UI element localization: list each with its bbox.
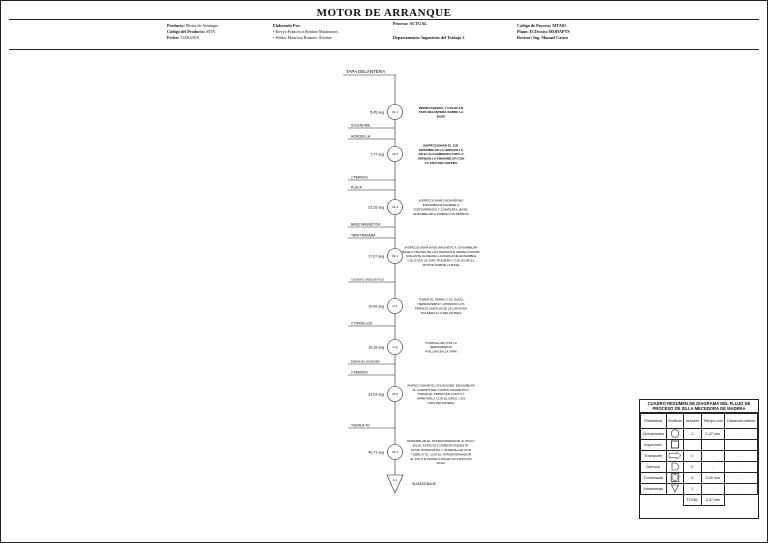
step-description-line: TAPA DELANTERA [427, 401, 455, 405]
material-input [348, 176, 395, 180]
input-label: CONJUNTO CABLE DE POLO [351, 278, 385, 282]
page-title: MOTOR DE ARRANQUE [316, 7, 452, 19]
step-time: 23,25 seg [368, 205, 384, 210]
process-step [368, 244, 480, 267]
material-input [348, 234, 395, 238]
material-input [348, 124, 395, 128]
summary-table [639, 399, 759, 519]
material-input [348, 186, 395, 190]
process-step [370, 105, 464, 120]
step-description-line: INSPECCIONAR EL EJE [423, 143, 459, 148]
step-description-line: EN EL ESPACIO CORRESPONDIENTE, [412, 443, 470, 448]
operation-circle-icon [670, 429, 680, 438]
col-distance: Distancia metros [725, 414, 758, 429]
summary-row: Inspección [641, 440, 758, 451]
codigo-producto-value: MTA [206, 29, 216, 34]
step-description-line: ENSAMBLAR ARANDELA [422, 203, 460, 207]
process-step [370, 143, 465, 165]
summary-title: CUADRO RESUMEN DE DIAGRAMA DEL FLUJO DE PROCESO DE SILLA MECEDORA DE MADERA [640, 400, 758, 413]
step-description-line: PORTAPERNOS Y COMPLETA, BASE, [413, 207, 469, 212]
step-symbol-code: OI-6 [392, 450, 398, 455]
process-step [368, 439, 475, 465]
step-time: 10,06 seg [368, 304, 384, 309]
header-process-code: Código de Proceso: MTA01 Plano: D.Técnico MODAPTS Revisor: Ing. Manuel Castro [517, 23, 570, 40]
process-step [368, 340, 458, 355]
summary-grid [640, 413, 758, 506]
step-description-line: EN EL ALOJAMIENTO CON LA [418, 152, 464, 157]
step-time: 33,03 seg [368, 392, 384, 397]
input-label: SOLENOIDE [351, 123, 371, 128]
step-time: 7,77 seg [370, 152, 384, 157]
revisor-value: Ing. Manuel Castro [533, 35, 569, 40]
transport-arrow-icon [668, 451, 682, 460]
fecha-value: 11/06/2019 [180, 35, 200, 40]
material-input [348, 424, 395, 428]
step-symbol-code: OI-2 [392, 152, 398, 157]
delay-d-icon [670, 462, 680, 471]
step-time: 17,07 seg [368, 254, 384, 259]
summary-row: Operaciones 2 1,47 min - [641, 429, 758, 440]
start-label: TAPA DELANTERA [346, 69, 386, 74]
step-description-line: MOTOR SOBRE LA BASE [422, 263, 460, 267]
total-label: TOTAL [684, 495, 701, 506]
step-description-line: FINAL [436, 461, 446, 466]
process-step [368, 199, 468, 216]
material-input [348, 135, 395, 139]
material-input [348, 222, 395, 227]
input-label: 2 TORNILLOS [351, 321, 373, 326]
material-input [348, 371, 395, 375]
input-label: 2 PERNOS [351, 175, 368, 180]
input-label: TAPA TRASERA [351, 233, 376, 238]
step-description-line: BASE [436, 114, 446, 119]
header-authors: Elaborado Por: • Kevyn Francisco Benitez Matamoros • Walter Mauricio Romero Álvarez [273, 23, 338, 40]
step-description-line: APRETARLO CON EL DADO, LOS [416, 396, 466, 401]
summary-row: Demora 0 - - [641, 462, 758, 473]
step-time: 5,45 seg [370, 110, 384, 115]
departamento-value: Ingeniería del Trabajo 2 [421, 35, 465, 40]
step-description-line: PERNOS LARGOS DE LA CARCASA [414, 306, 468, 311]
codigo-proceso-value: MTA01 [552, 23, 567, 28]
storage-label: ALMACENAJE [412, 482, 436, 486]
step-description-line: TOMAR EL PERNO EN CORTO Y [417, 392, 465, 397]
col-time: Tiempo min [701, 414, 725, 429]
step-time: 40,71 seg [368, 450, 384, 455]
author-2: • Walter Mauricio Romero Álvarez [273, 35, 332, 40]
input-label: 2 PERNOS [351, 370, 368, 375]
step-symbol-code: OI-1 [392, 110, 398, 115]
step-description-line: OLMO HORIZONTAL Y ATORNILLAR CON [411, 448, 471, 452]
step-description-line: TOMAR EL PERNO Y EL DADO, [418, 297, 464, 302]
material-input [348, 361, 395, 364]
step-symbol-code: O-1 [392, 304, 398, 309]
storage-symbol-code: A-1 [392, 478, 398, 482]
input-label: BASE MAGNÉTICA [351, 222, 381, 227]
step-description-line: EL POLO E INSPECCIONAR SU POSICIÓN [410, 456, 472, 461]
input-label: TUERCA TO [351, 423, 370, 428]
step-description-line: ATORNILLAR CON LA [425, 340, 457, 345]
step-description-line: INSPECCIONAR CADA PERNO [418, 198, 464, 203]
step-description-line: ENSAMBLARLA SOBRE LOS PERNOS [413, 211, 469, 216]
step-description-line: ENSAMBLAR EL TRANSFORMADOR AL POLO, [407, 439, 475, 444]
steps-layer [368, 105, 480, 466]
material-input [348, 322, 395, 326]
process-step [368, 383, 475, 405]
col-symbol: Símbolo [666, 414, 684, 429]
step-description-line: QUE ESTE ALINEADA LA MARCA DE ENSAMBLE [405, 254, 477, 259]
step-time: 16,18 seg [368, 345, 384, 350]
summary-total-row [641, 495, 758, 506]
input-label: HORQUILLA [351, 134, 371, 139]
step-description-line: TUERCA TO. CON EL TRANSFORMADOR [410, 452, 472, 457]
process-step [368, 298, 468, 315]
step-description-line: AL CUERPO DEL CAMPO MAGNÉTICO, [412, 387, 470, 392]
summary-row: Combinada 6 3,00 min - [641, 473, 758, 484]
step-symbol-code: OI-5 [392, 392, 398, 397]
col-elements: Elementos [641, 414, 667, 429]
step-description-line: BASE A TRAVÉS DE LOS PERNOS E INSPECCIONAR [402, 249, 480, 254]
step-description-line: TAPA DELANTERA SOBRE LA [418, 110, 464, 115]
combined-operation-icon [670, 473, 680, 482]
step-description-line: PHILLIPS EN LA TAPA [425, 349, 457, 354]
plano-value: D.Técnico MODAPTS [529, 29, 570, 34]
step-description-line: INSPECCIONAR, Y COLOCAR [419, 105, 463, 110]
total-time: 3,07 min [701, 495, 725, 506]
input-label: BOBINA DEL SOLENOIDE [351, 360, 380, 364]
summary-header-row [641, 414, 758, 429]
step-description-line: COLOCAR LA TAPA TRASERA Y COLOCAR EL [407, 258, 475, 263]
step-description-line: TRASERA A LA DELANTERA [420, 310, 462, 315]
storage-triangle-icon [670, 484, 680, 493]
material-input [348, 279, 395, 282]
step-description-line: LA TAPA DELANTERA [424, 161, 458, 165]
proceso-value: ACTUAL [409, 21, 428, 26]
step-description-line: ENSAMBLAR LA HORQUILLA [419, 147, 463, 152]
step-symbol-code: O-2 [392, 345, 398, 350]
step-symbol-code: OI-4 [392, 254, 398, 259]
author-1: • Kevyn Francisco Benitez Matamoros [273, 29, 338, 34]
step-description-line: HORQUILLA ENSAMBLAR CON [417, 156, 465, 161]
summary-row: Transporte 0 - - [641, 451, 758, 462]
header-product-info: Producto: Motor de Arranque Código del Producto: MTA Fecha: 11/06/2019 [167, 23, 218, 40]
header-process: Proceso: ACTUAL [393, 21, 428, 26]
step-description-line: HERRAMIENTA [429, 345, 453, 350]
inspection-square-icon [670, 440, 680, 449]
input-label: PLACA [351, 185, 362, 190]
step-description-line: HERRAMIENTA Y APRETAR LOS [417, 302, 465, 306]
col-number: Número [684, 414, 701, 429]
header-department: Departamento: Ingeniería del Trabajo 2 [393, 35, 465, 40]
producto-value: Motor de Arranque [185, 23, 218, 28]
inputs-layer [348, 123, 398, 428]
step-description-line: INSPECCIONAR BASE MAGNÉTICA, ENSAMBLAR [404, 245, 478, 250]
summary-row: Almacenaje 1 - - [641, 484, 758, 495]
step-description-line: INSPECCIONAR EL SOLENOIDE, ENSAMBLAR [407, 383, 475, 388]
step-symbol-code: OI-3 [392, 205, 398, 210]
